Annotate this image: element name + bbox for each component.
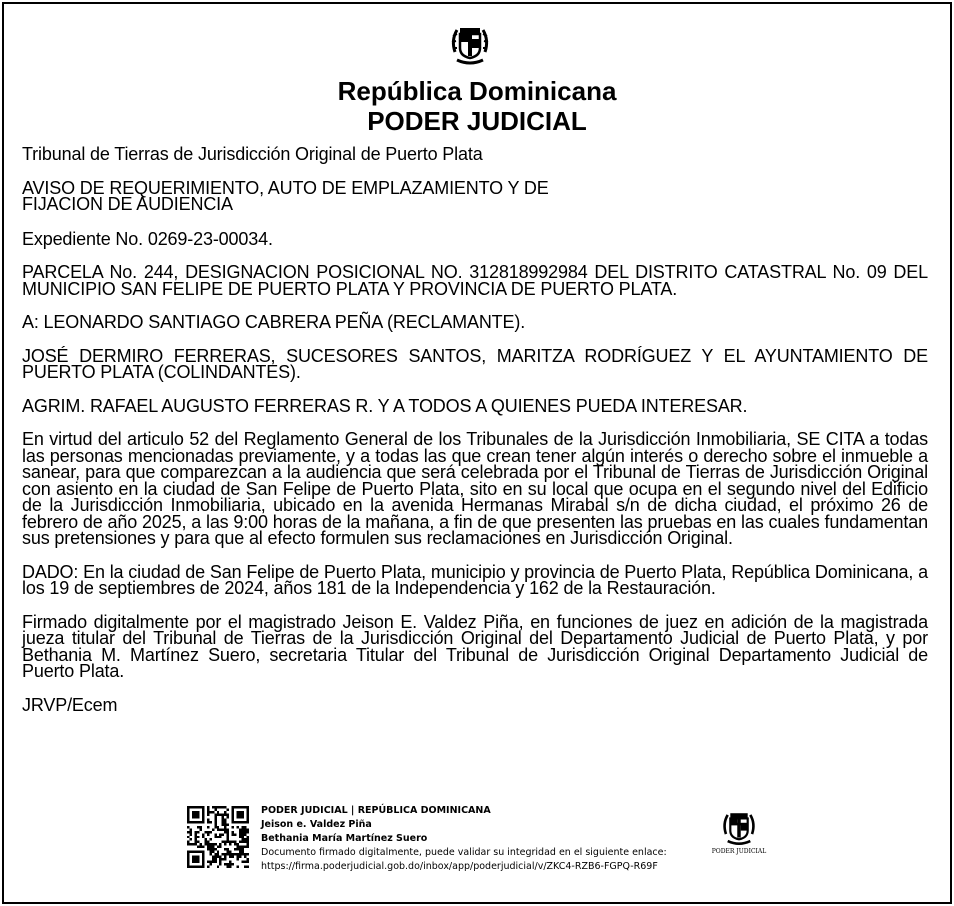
seal-caption: PODER JUDICIAL bbox=[711, 848, 767, 855]
addressee: A: LEONARDO SANTIAGO CABRERA PEÑA (RECLAMANTE). bbox=[22, 312, 526, 332]
initials: JRVP/Ecem bbox=[22, 694, 118, 715]
qr-code-icon[interactable] bbox=[187, 806, 249, 868]
notice-frame bbox=[2, 2, 952, 904]
signature-institution: PODER JUDICIAL | REPÚBLICA DOMINICANA bbox=[261, 805, 491, 816]
digital-signature-block bbox=[187, 804, 807, 884]
seal-logo bbox=[711, 808, 767, 874]
signer-secretary: Bethania María Martínez Suero bbox=[261, 833, 428, 844]
signature-paragraph: Firmado digitalmente por el magistrado Jeison E. Valdez Piña, en funciones de juez en adición de la magistrada jueza titular del Tribunal de Tierras de la Jurisdicción Original del Departamento Judicial de Puerto Plata, y por Bethania M. Martínez Suero, secretaria Titular del Tribunal de Jurisdicción Original Departamento Judicial de Puerto Plata. bbox=[22, 611, 928, 681]
institution-title: PODER JUDICIAL bbox=[367, 106, 587, 136]
coat-of-arms-icon bbox=[719, 808, 759, 848]
parcel-designation: PARCELA No. 244, DESIGNACION POSICIONAL NO. 312818992984 DEL DISTRITO CATASTRAL No. 09 DEL MUNICIPIO SAN FELIPE DE PUERTO PLATA Y PROVINCIA DE PUERTO PLATA. bbox=[22, 262, 928, 299]
neighbors: JOSÉ DERMIRO FERRERAS, SUCESORES SANTOS, MARITZA RODRÍGUEZ Y EL AYUNTAMIENTO DE PUERTO PLATA (COLINDANTES). bbox=[22, 345, 928, 382]
citation-paragraph: En virtud del articulo 52 del Reglamento General de los Tribunales de la Jurisdicción Inmobiliaria, SE CITA a todas las personas mencionadas previamente, y a todas las que crean tener algún interés o derecho sobre el inmueble a sanear, para que comparezcan a la audiencia que será celebrada por el Tribunal de Tierras de Jurisdicción Original con asiento en la ciudad de San Felipe de Puerto Plata, sito en su local que ocupa en el segundo nivel del Edificio de la Jurisdicción Inmobiliaria, ubicado en la avenida Hermanas Mirabal s/n de dicha ciudad, el próximo 26 de febrero de año 2025, a las 9:00 horas de la mañana, a fin de que presenten las pruebas en las cuales fundamentan sus pretensiones y para que al efecto formulen sus reclamaciones en Jurisdicción Original. bbox=[22, 429, 928, 548]
court-name: Tribunal de Tierras de Jurisdicción Original de Puerto Plata bbox=[22, 144, 483, 164]
file-number: Expediente No. 0269-23-00034. bbox=[22, 228, 273, 249]
given-paragraph: DADO: En la ciudad de San Felipe de Puerto Plata, municipio y provincia de Puerto Plata, República Dominicana, a los 19 de septiembres de 2024, años 181 de la Independencia y 162 de la Restauración. bbox=[22, 561, 928, 598]
signer-judge: Jeison e. Valdez Piña bbox=[261, 819, 372, 830]
validation-link[interactable]: https://firma.poderjudicial.gob.do/inbox/app/poderjudicial/v/ZKC4-RZB6-FGPQ-R69F bbox=[261, 861, 658, 872]
country-title: República Dominicana bbox=[337, 76, 617, 106]
validation-note: Documento firmado digitalmente, puede validar su integridad en el siguiente enlace: bbox=[261, 847, 667, 858]
notice-body bbox=[22, 146, 928, 728]
coat-of-arms-icon bbox=[447, 22, 493, 68]
signature-details bbox=[261, 804, 701, 874]
surveyor-line: AGRIM. RAFAEL AUGUSTO FERRERAS R. Y A TODOS A QUIENES PUEDA INTERESAR. bbox=[22, 395, 748, 416]
notice-subject: AVISO DE REQUERIMIENTO, AUTO DE EMPLAZAMIENTO Y DE FIJACION DE AUDIENCIA bbox=[22, 177, 549, 214]
